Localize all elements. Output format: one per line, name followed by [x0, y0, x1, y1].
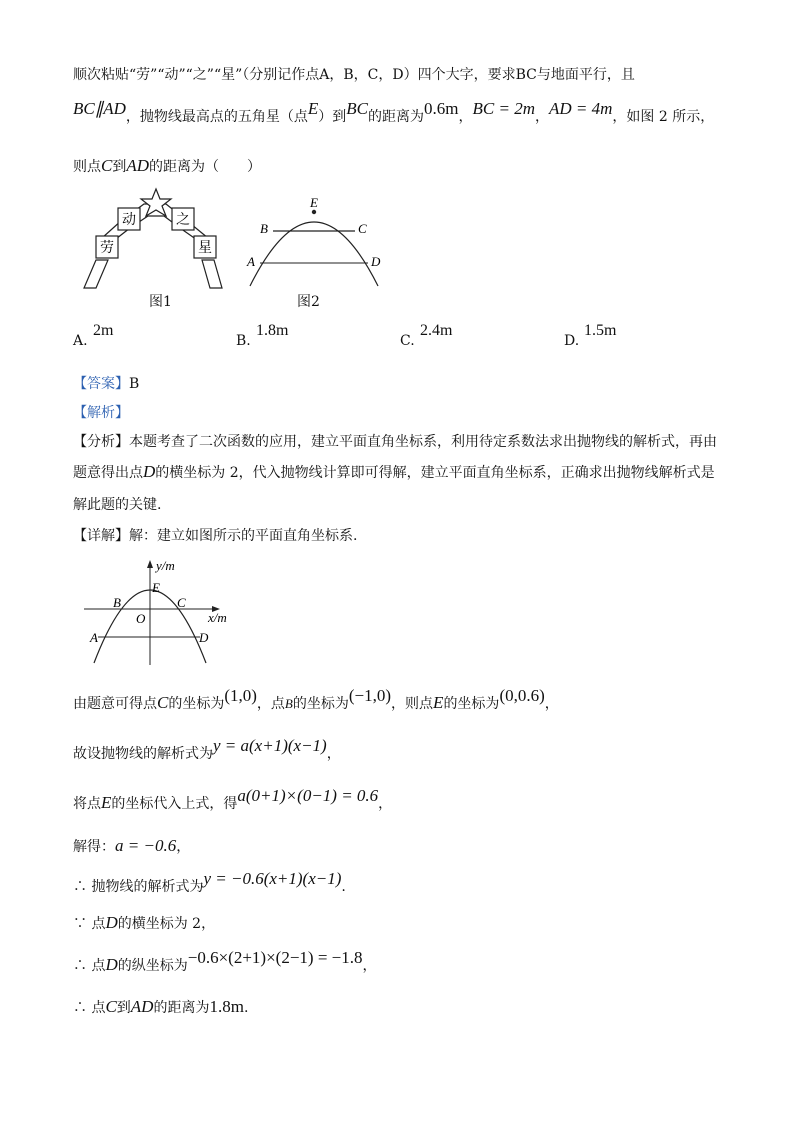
- option-d-value: 1.5m: [584, 322, 617, 339]
- fig1-char-xing: 星: [198, 240, 212, 256]
- figure-1-caption: 图1: [149, 294, 172, 310]
- math-bc-parallel-ad: BC∥AD: [73, 99, 126, 118]
- text-fragment: 的距离为: [368, 109, 425, 125]
- option-a-letter: A.: [73, 333, 88, 349]
- option-d-letter: D.: [564, 333, 580, 349]
- math-e: E: [101, 793, 112, 812]
- text-fragment: 的纵坐标为: [117, 958, 188, 974]
- figure-2-caption: 图2: [297, 294, 320, 310]
- text-fragment: 由题意可得点: [73, 696, 157, 712]
- math-c: C: [105, 997, 117, 1016]
- problem-line-2: [73, 99, 715, 126]
- solution-line-5: [73, 869, 346, 896]
- text-fragment: 到: [112, 159, 127, 175]
- math-c: C: [101, 156, 113, 175]
- text-fragment: 的坐标为: [168, 696, 225, 712]
- math-ad-4m: AD = 4m: [548, 99, 613, 118]
- solution-line-8: [73, 997, 248, 1017]
- figure-1: [82, 186, 232, 290]
- fig3-label-c: C: [177, 595, 186, 610]
- text-fragment: 的横坐标为 2，: [117, 916, 216, 932]
- fig2-label-d: D: [371, 254, 381, 269]
- text-fragment: ，: [544, 696, 559, 712]
- math-a-value: a = −0.6: [115, 836, 177, 855]
- fig3-xlabel: x/m: [208, 610, 227, 625]
- text-fragment: 的横坐标为 2，代入抛物线计算即可得解，建立平面直角坐标系，正确求出抛物线解析式是: [155, 465, 715, 481]
- fig1-char-lao: 劳: [100, 240, 114, 256]
- text-fragment: ，抛物线最高点的五角星（点: [125, 109, 308, 125]
- math-ad: AD: [130, 997, 154, 1016]
- math-0-6m: 0.6m: [424, 99, 459, 118]
- math-bc-2m: BC = 2m: [472, 99, 535, 118]
- text-fragment: .: [243, 1000, 249, 1016]
- text-fragment: ，: [458, 109, 473, 125]
- math-b: B: [284, 696, 293, 711]
- solution-line-4: [73, 836, 190, 856]
- text-fragment: ∵ 点: [73, 916, 106, 932]
- text-fragment: ∴ 点: [73, 958, 106, 974]
- text-fragment: 的距离为: [153, 1000, 210, 1016]
- text-fragment: 将点: [73, 796, 101, 812]
- problem-line-1: 顺次粘贴“劳”“动”“之”“星”（分别记作点A，B，C，D）四个大字，要求BC与地面平行，且: [73, 67, 635, 83]
- text-fragment: 题意得出点: [73, 465, 143, 481]
- fig2-label-e: E: [310, 195, 318, 210]
- text-fragment: 的坐标为: [292, 696, 349, 712]
- text-fragment: ，: [534, 109, 549, 125]
- problem-line-3: [73, 156, 261, 176]
- math-d: D: [143, 462, 156, 481]
- text-fragment: .: [341, 879, 346, 895]
- option-b-value: 1.8m: [256, 322, 289, 339]
- fig1-char-dong: 动: [122, 212, 136, 228]
- text-fragment: 的距离为（ ）: [149, 159, 262, 175]
- fig2-label-a: A: [247, 254, 255, 269]
- math-coord-b: (−1,0): [348, 686, 392, 705]
- solution-line-2: [73, 736, 341, 763]
- option-b-letter: B.: [236, 333, 251, 349]
- math-coord-e: (0,0.6): [499, 686, 545, 705]
- analysis-line-3: 解此题的关键.: [73, 497, 162, 513]
- analysis-line-2: [73, 462, 715, 482]
- text-fragment: ∴ 抛物线的解析式为: [73, 879, 204, 895]
- answer-tag: 【答案】: [73, 376, 129, 392]
- detail-line: [73, 525, 357, 545]
- text-fragment: 则点: [73, 159, 101, 175]
- math-e: E: [307, 99, 319, 118]
- fig3-label-o: O: [136, 611, 146, 626]
- solution-line-3: [73, 786, 393, 813]
- solution-line-6: [73, 913, 215, 933]
- analysis-sub-tag: 【分析】: [73, 434, 129, 450]
- math-d-y-calc: −0.6×(2+1)×(2−1) = −1.8: [187, 948, 363, 967]
- math-d: D: [105, 955, 118, 974]
- fig1-char-zhi: 之: [176, 212, 190, 228]
- fig3-label-e: E: [152, 580, 160, 595]
- text-fragment: 解得：: [73, 839, 115, 855]
- option-c-letter: C.: [400, 333, 415, 349]
- math-e: E: [433, 693, 444, 712]
- text-fragment: 本题考查了二次函数的应用，建立平面直角坐标系，利用待定系数法求出抛物线的解析式，再由: [129, 434, 717, 450]
- fig3-label-d: D: [199, 630, 209, 645]
- option-a-value: 2m: [93, 322, 114, 339]
- math-ad: AD: [126, 156, 150, 175]
- fig3-label-a: A: [90, 630, 98, 645]
- math-coord-c: (1,0): [224, 686, 257, 705]
- math-parabola-form: y = a(x+1)(x−1): [213, 736, 327, 755]
- figure-3-coordinate-plane: [82, 555, 242, 667]
- math-bc: BC: [346, 99, 369, 118]
- solution-line-7: [73, 948, 377, 975]
- fig2-label-b: B: [260, 221, 268, 236]
- text-fragment: 故设抛物线的解析式为: [73, 746, 213, 762]
- text-fragment: ，则点: [391, 696, 434, 712]
- text-fragment: ，: [326, 746, 341, 762]
- math-d: D: [105, 913, 118, 932]
- text-fragment: ，: [378, 796, 393, 812]
- text-fragment: 解：建立如图所示的平面直角坐标系.: [129, 528, 358, 544]
- figure-2: [244, 194, 384, 290]
- text-fragment: ，点: [256, 696, 285, 712]
- math-c: C: [157, 693, 169, 712]
- text-fragment: 的坐标为: [443, 696, 500, 712]
- fig2-label-c: C: [358, 221, 367, 236]
- text-fragment: ，如图 2 所示，: [612, 109, 715, 125]
- analysis-line-1: [73, 431, 717, 451]
- math-substitute-e: a(0+1)×(0−1) = 0.6: [237, 786, 379, 805]
- text-fragment: ）到: [318, 109, 347, 125]
- answer-value: B: [129, 376, 140, 392]
- fig3-label-b: B: [113, 595, 121, 610]
- text-fragment: ∴ 点: [73, 1000, 106, 1016]
- math-final-answer: 1.8m: [209, 997, 244, 1016]
- text-fragment: ，: [176, 839, 191, 855]
- detail-tag: 【详解】: [73, 528, 129, 544]
- answer-line: [73, 373, 139, 393]
- option-c-value: 2.4m: [420, 322, 453, 339]
- text-fragment: 到: [116, 1000, 131, 1016]
- fig3-ylabel: y/m: [156, 558, 175, 573]
- math-parabola-result: y = −0.6(x+1)(x−1): [203, 869, 342, 888]
- analysis-tag: 【解析】: [73, 405, 129, 421]
- text-fragment: 的坐标代入上式，得: [111, 796, 238, 812]
- solution-line-1: [73, 686, 559, 713]
- text-fragment: ，: [362, 958, 377, 974]
